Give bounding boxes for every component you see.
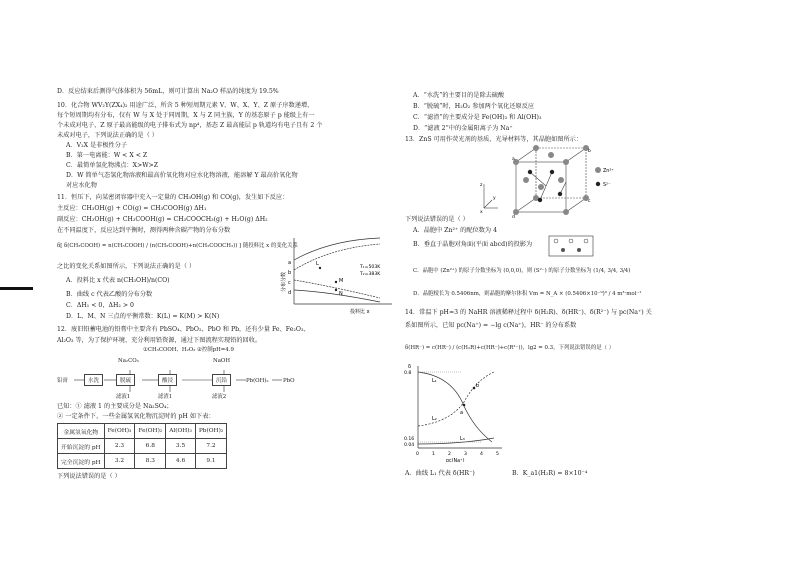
y-axis-label: δ	[408, 364, 412, 370]
flow-step: 水洗	[84, 374, 103, 386]
y-tick: 0.04	[404, 443, 415, 448]
margin-bar	[0, 287, 33, 290]
x-tick: 0	[416, 452, 419, 457]
x-axis-label: 投料比 x	[350, 309, 370, 315]
cell-label: c	[588, 199, 591, 204]
text-line: 下列说法错误的是（ ）	[405, 216, 469, 223]
point-label: b	[476, 383, 480, 389]
flow-waste: 滤液2	[212, 394, 227, 400]
point-label: a	[460, 410, 464, 416]
option-d: D．W 简单气态氢化物溶液和最高价氧化物对应水化物溶液，能溶解 Y 最高价氧化物	[66, 172, 298, 179]
cell-label: d	[512, 215, 515, 218]
option-a: A．晶胞中 Zn²⁺ 的配位数为 4	[413, 227, 498, 234]
text-line: δ(HR⁻) = c(HR⁻) / (c(H₂R)+c(HR⁻)+c(R²⁻))，lg2 = 0.3，下列说法错误的是（ ）	[405, 345, 615, 351]
precipitation-table	[57, 423, 227, 469]
delta-pc-graph	[402, 362, 512, 462]
y-tick: 0.8	[404, 371, 412, 376]
zns-unit-cell	[500, 142, 620, 218]
curve-label: a	[288, 260, 292, 266]
x-tick: 2	[448, 452, 451, 457]
text-line: 下列说法错误的是（ ）	[57, 473, 121, 480]
text-line: 主反应：CH₃OH(g) + CO(g) = CH₃COOH(g) ΔH₁	[57, 205, 207, 212]
x-tick: 3	[464, 452, 467, 457]
table-row	[58, 439, 227, 454]
option-d: D．“滤液 2”中的金属阳离子为 Na⁺	[413, 125, 513, 132]
text-line: Al₂O₃ 等，为了保护环境、充分利用铅资源，通过下图流程实现铅的回收。	[57, 337, 262, 344]
text-line: 在不同温度下，反应达到平衡时，测得两种含碳产物的分布分数	[57, 227, 231, 234]
point-label: L	[316, 261, 319, 267]
option-b: B．曲线 c 代表乙酸的分布分数	[66, 291, 153, 298]
flow-reagent: Na₂CO₃	[118, 358, 139, 364]
option-a: A．“水洗”的主要目的是除去硫酸	[413, 92, 505, 99]
curve-label: d	[288, 290, 292, 296]
x-tick: 1	[432, 452, 435, 457]
text-line: 11．恒压下，向某密闭容器中充入一定量的 CH₃OH(g) 和 CO(g)，发生如下反应：	[57, 194, 289, 201]
text-line: 之比的变化关系如图所示，下列说法正确的是（ ）	[57, 263, 196, 270]
option-b: B．“脱硫”时，H₂O₂ 参加两个氧化还原反应	[413, 103, 535, 110]
option-d: D．晶胞棱长为 0.5406nm，则晶胞的摩尔体积 Vm = N_A × (0.5406×10⁻⁹)³ / 4 m³·mol⁻¹	[413, 291, 642, 297]
table-row	[58, 454, 227, 469]
option-a: A．V₂X 是非极性分子	[66, 142, 128, 149]
table-cell: 4.6	[166, 454, 196, 469]
curve-label: L₂	[432, 416, 437, 422]
table-header: Fe(OH)₂	[135, 424, 166, 439]
axis-label: x	[480, 210, 483, 214]
flow-product: Pb(OH)₂	[246, 378, 269, 384]
text-line: 已知：① 滤液 1 的主要成分是 Na₂SO₄；	[57, 403, 173, 410]
table-cell: 7.2	[195, 439, 226, 454]
table-header: 金属氢氧化物	[58, 424, 105, 439]
table-header: Fe(OH)₃	[104, 424, 135, 439]
table-header: Pb(OH)₂	[195, 424, 226, 439]
legend-entry: T₂=383K	[360, 272, 381, 277]
option-b: B．第一电离能：W < X < Z	[66, 152, 148, 159]
table-cell: 3.5	[166, 439, 196, 454]
table-header: Al(OH)₃	[166, 424, 196, 439]
text-line: 未成对电子，下列说法正确的是（ ）	[57, 132, 158, 139]
text-line: 个未成对电子，Z 原子最高能级的电子排布式为 np⁴，基态 Z 最高能层 p 轨道均有电子且有 2 个	[57, 122, 323, 129]
axis-triad	[476, 178, 500, 214]
flow-arrows	[70, 370, 290, 394]
point-label: M	[339, 278, 344, 284]
legend-entry: Zn²⁺	[603, 169, 614, 174]
table-cell: 6.8	[135, 439, 166, 454]
x-axis-label: pc(Na⁺)	[446, 459, 465, 462]
text-line: δ[ δ(CH₃COOH) = n(CH₃COOH) / (n(CH₃COOH)+n(CH₃COOCH₃)) ] 随投料比 x 的变化关系	[57, 243, 298, 249]
flow-step: 脱硫	[116, 374, 135, 386]
table-cell: 2.3	[104, 439, 135, 454]
text-line: 对应水化物	[66, 182, 97, 189]
option-b: B．K_a1(H₂R) = 8×10⁻⁴	[512, 470, 588, 477]
flow-step: 酸浸	[158, 374, 177, 386]
option-b: B．垂直于晶胞对角面(平面 abcd)的投影为	[413, 241, 533, 248]
table-cell: 开始沉淀的 pH	[58, 439, 105, 454]
flow-reagent: NaOH	[213, 358, 231, 364]
option-c: C．晶胞中 (Zn²⁺) 的原子分数坐标为 (0,0,0)，则 (S²⁻) 的原子分数坐标为 (1/4, 3/4, 3/4)	[413, 268, 631, 274]
text-line: ② 一定条件下，一些金属氢氧化物沉淀时的 pH 如下表：	[57, 413, 215, 420]
flow-waste: 滤渣1	[158, 394, 173, 400]
table-cell: 3.2	[104, 454, 135, 469]
cell-label: a	[512, 157, 515, 162]
text-line: D．反应结束后测得气体体积为 56mL，则可计算出 Na₂O 样品的纯度为 19.5%	[57, 88, 279, 95]
projection-figure	[548, 235, 594, 257]
option-a: A．投料比 x 代表 n(CH₃OH)/n(CO)	[66, 277, 170, 284]
y-tick: 0.16	[404, 437, 415, 442]
cell-label: b	[588, 149, 591, 154]
table-cell: 8.3	[135, 454, 166, 469]
text-line: 13．ZnS 可用作荧光剂的基质、光导材料等，其晶胞如图所示：	[405, 136, 583, 143]
table-cell: 完全沉淀的 pH	[58, 454, 105, 469]
option-c: C．“滤渣”的主要成分是 Fe(OH)₃ 和 Al(OH)₃	[413, 114, 542, 121]
curve-label: L₁	[432, 378, 437, 384]
legend-entry: S²⁻	[603, 183, 611, 188]
text-line: 14．常温下 pH=3 的 NaHR 溶液稀释过程中 δ(H₂R)、δ(HR⁻)、δ(R²⁻) 与 pc(Na⁺) 关	[405, 309, 652, 316]
table-cell: 9.1	[195, 454, 226, 469]
flow-product: PbO	[283, 378, 295, 384]
option-c: C．ΔH₁ < 0，ΔH₂ > 0	[66, 302, 134, 309]
text-line: 每个短周期均有分布，仅有 W 与 X 处于同周期，X 与 Z 同主族，Y 的基态原子 p 能级上有一	[57, 112, 315, 119]
distribution-graph	[280, 234, 400, 316]
axis-label: z	[480, 183, 483, 188]
legend-entry: T₁=503K	[360, 265, 381, 270]
flow-step: 沉铅	[212, 374, 231, 386]
curve-label: c	[288, 280, 291, 286]
axis-label: y	[493, 196, 496, 201]
x-tick: 4	[480, 452, 483, 457]
curve-label: b	[288, 270, 292, 276]
text-line: 系如图所示，已知 pc(Na⁺) = −lg c(Na⁺)，HR⁻ 的分布系数	[405, 322, 577, 329]
option-c: C．最简单氢化物沸点：X>W>Z	[66, 162, 159, 169]
text-line: 12．废旧铅蓄电池的铅膏中主要含有 PbSO₄、PbO₂、PbO 和 Pb，还有少量 Fe、Fe₂O₃、	[57, 326, 310, 333]
curve-label: L₃	[460, 436, 465, 442]
text-line: 10．化合物 WV₂Y(ZX₄)₂ 用途广泛，所含 5 种短周期元素 V、W、X、Y、Z 原子序数递增，	[57, 102, 314, 109]
flow-reagent: ①CH₃COOH、H₂O₂ ②控制pH=4.9	[143, 347, 234, 353]
point-label: N	[339, 291, 343, 297]
option-d: D．L、M、N 三点的平衡常数：K(L) = K(M) > K(N)	[66, 313, 220, 320]
x-tick: 5	[496, 452, 499, 457]
flow-start: 铅膏	[57, 378, 68, 384]
curve-a	[294, 238, 380, 260]
flow-waste: 滤液1	[116, 394, 131, 400]
y-axis-label: 分布分数	[281, 271, 287, 292]
option-a: A．曲线 L₁ 代表 δ(HR⁻)	[405, 470, 475, 477]
text-line: 副反应：CH₃OH(g) + CH₃COOH(g) = CH₃COOCH₃(g) + H₂O(g) ΔH₂	[57, 216, 268, 223]
